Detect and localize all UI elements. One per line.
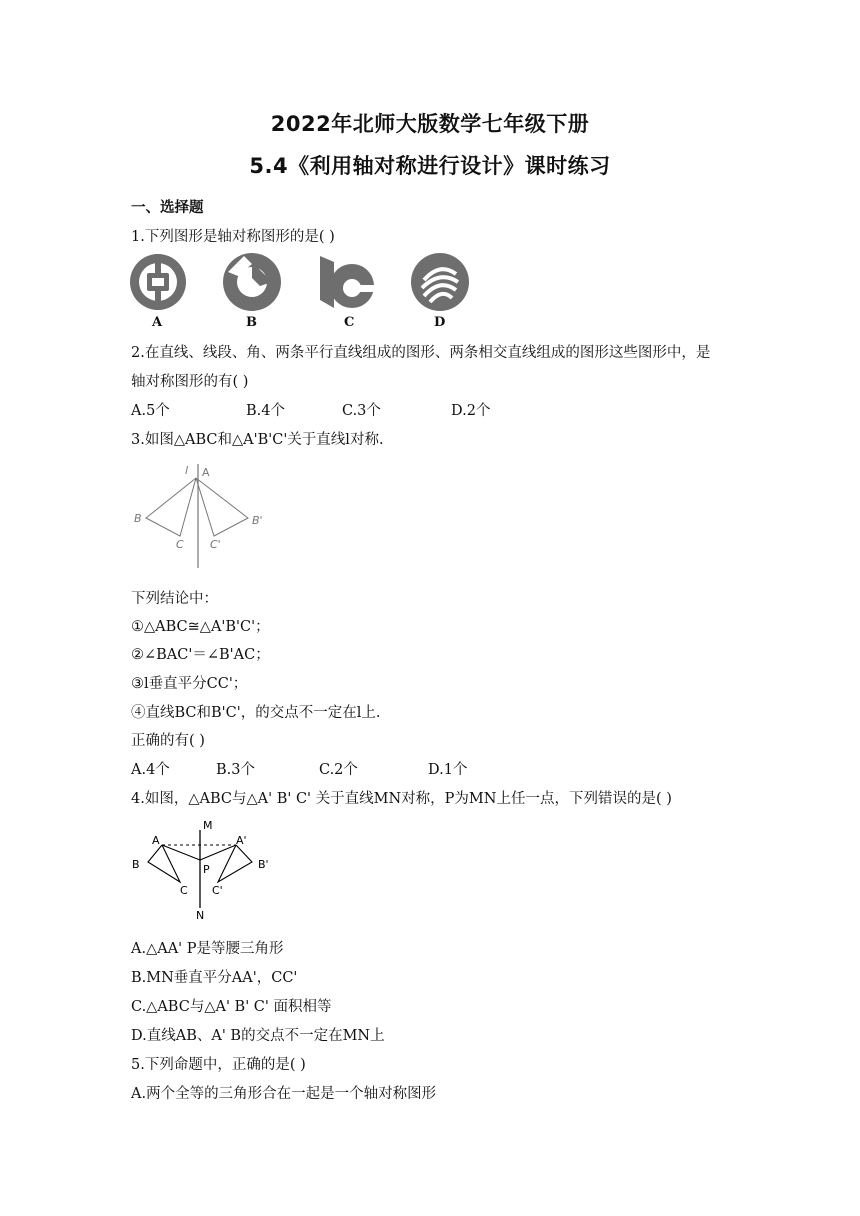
- q4-stem: 4.如图，△ABC与△A' B' C' 关于直线MN对称，P为MN上任一点，下列错误的是( ): [131, 791, 672, 807]
- document-title: 2022年北师大版数学七年级下册: [270, 112, 590, 136]
- q3-conclusion-3: ③l垂直平分CC'；: [131, 676, 248, 692]
- q3-label-b-prime: B': [252, 514, 263, 527]
- document-subtitle: 5.4《利用轴对称进行设计》课时练习: [249, 154, 611, 178]
- q3-conclusion-4: ④直线BC和B'C'，的交点不一定在l上.: [131, 705, 381, 721]
- q3-conclusion-2: ②∠BAC'＝∠B'AC；: [131, 647, 270, 663]
- q3-label-b: B: [134, 512, 142, 525]
- q3-label-a: A: [202, 466, 210, 479]
- q5-stem: 5.下列命题中，正确的是( ): [131, 1057, 306, 1073]
- logo-c-icon: [320, 256, 378, 308]
- q3-option-b: B.3个: [216, 762, 255, 778]
- q3-label-l: l: [185, 464, 189, 477]
- q4-label-m: M: [203, 819, 213, 832]
- q4-label-p: P: [203, 863, 210, 876]
- logo-d-icon: [411, 253, 469, 311]
- q4-label-c: C: [180, 884, 188, 897]
- q4-option-a: A.△AA' P是等腰三角形: [131, 941, 284, 957]
- q4-label-c-prime: C': [212, 884, 223, 897]
- q1-label-b: B: [246, 315, 257, 330]
- q4-label-a: A: [152, 834, 160, 847]
- logo-b-icon: [223, 253, 281, 311]
- q3-option-c: C.2个: [319, 762, 358, 778]
- q4-label-b-prime: B': [258, 858, 269, 871]
- q3-option-d: D.1个: [428, 762, 468, 778]
- q4-label-b: B: [132, 858, 140, 871]
- q5-option-a: A.两个全等的三角形合在一起是一个轴对称图形: [131, 1086, 437, 1102]
- q1-stem: 1.下列图形是轴对称图形的是( ): [131, 229, 335, 245]
- q3-intro: 下列结论中：: [131, 591, 218, 607]
- q3-question: 正确的有( ): [131, 733, 205, 749]
- q2-option-c: C.3个: [342, 403, 381, 419]
- q2-option-a: A.5个: [131, 403, 170, 419]
- q3-label-c: C: [176, 538, 184, 551]
- q3-figure: [130, 458, 275, 570]
- logo-a-icon: [130, 254, 186, 310]
- q3-stem: 3.如图△ABC和△A'B'C'关于直线l对称.: [131, 432, 384, 448]
- q2-option-d: D.2个: [451, 403, 491, 419]
- q2-option-b: B.4个: [246, 403, 285, 419]
- q4-figure: [128, 816, 278, 922]
- q1-label-c: C: [344, 315, 355, 330]
- q4-label-a-prime: A': [236, 834, 247, 847]
- q1-label-a: A: [152, 315, 163, 330]
- q1-label-d: D: [434, 315, 446, 330]
- q1-logos: [128, 252, 473, 314]
- q4-option-c: C.△ABC与△A' B' C' 面积相等: [131, 999, 332, 1015]
- q2-stem-line2: 轴对称图形的有( ): [131, 374, 249, 390]
- q3-label-c-prime: C': [210, 538, 221, 551]
- q4-label-n: N: [196, 909, 205, 922]
- q3-conclusion-1: ①△ABC≅△A'B'C'；: [131, 619, 270, 635]
- q4-option-b: B.MN垂直平分AA'，CC': [131, 970, 298, 986]
- section-heading: 一、选择题: [131, 200, 204, 216]
- q2-stem-line1: 2.在直线、线段、角、两条平行直线组成的图形、两条相交直线组成的图形这些图形中，是: [131, 345, 711, 361]
- q3-option-a: A.4个: [131, 762, 170, 778]
- q4-option-d: D.直线AB、A' B的交点不一定在MN上: [131, 1028, 385, 1044]
